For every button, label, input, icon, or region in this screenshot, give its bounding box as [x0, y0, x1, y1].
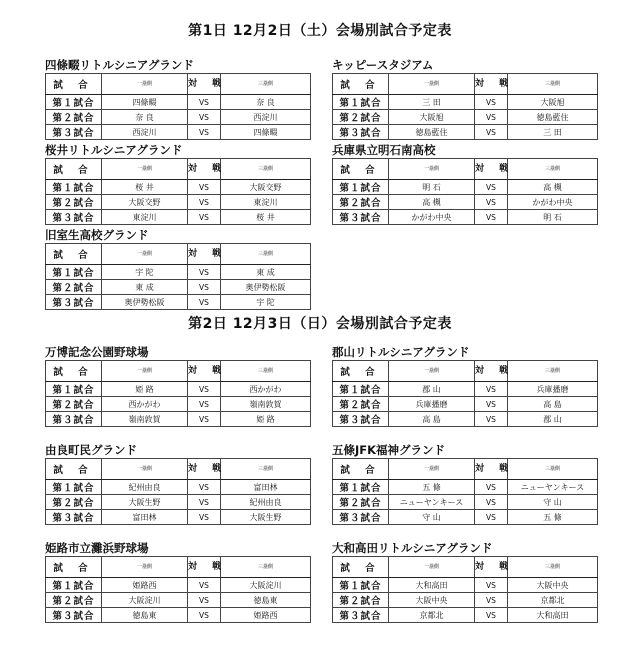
team-third-base: 三 田	[508, 125, 598, 140]
versus-label: 対 戦	[188, 365, 228, 376]
header-row	[46, 74, 311, 95]
venue-name: 五條JFK福神グランド	[332, 443, 446, 457]
game-row	[46, 95, 311, 110]
team-first-base: 大和高田	[389, 578, 475, 593]
game-number: 第１試合	[46, 265, 102, 280]
vs-label: VS	[188, 510, 221, 525]
team-third-base: ニューヤンキース	[508, 480, 598, 495]
side1-header	[389, 557, 475, 578]
game-row	[46, 608, 311, 623]
game-row	[333, 608, 598, 623]
versus-label: 対 戦	[475, 365, 515, 376]
team-third-base: 徳島藍住	[508, 110, 598, 125]
venue-card	[332, 345, 597, 427]
versus-label: 対 戦	[475, 78, 515, 89]
first-base-side-label: 一塁側	[423, 81, 439, 87]
third-base-side-label: 三塁側	[257, 368, 273, 374]
schedule-table	[45, 360, 311, 427]
game-number: 第１試合	[333, 95, 389, 110]
venue-card	[45, 443, 310, 525]
team-third-base: 四條畷	[221, 125, 311, 140]
vs-label: VS	[475, 125, 508, 140]
venue-name: 旧室生高校グランド	[45, 228, 149, 242]
team-first-base: 兵庫播磨	[389, 397, 475, 412]
team-third-base: 嶺南敦賀	[221, 397, 311, 412]
venue-name: 桜井リトルシニアグランド	[45, 143, 183, 157]
venue-card	[45, 228, 310, 310]
game-number: 第１試合	[46, 382, 102, 397]
team-first-base: 徳島藍住	[389, 125, 475, 140]
vs-label: VS	[475, 510, 508, 525]
team-first-base: 奈 良	[102, 110, 188, 125]
team-first-base: 五 條	[389, 480, 475, 495]
vs-label: VS	[475, 578, 508, 593]
third-base-side-label: 三塁側	[257, 466, 273, 472]
vs-label: VS	[475, 382, 508, 397]
versus-header	[475, 159, 515, 180]
first-base-side-label: 一塁側	[136, 368, 152, 374]
game-number: 第２試合	[46, 110, 102, 125]
game-number: 第３試合	[46, 510, 102, 525]
team-first-base: 明 石	[389, 180, 475, 195]
team-first-base: 姫 路	[102, 382, 188, 397]
game-number: 第１試合	[46, 95, 102, 110]
team-first-base: 大阪淀川	[102, 593, 188, 608]
team-first-base: 高 槻	[389, 195, 475, 210]
vs-label: VS	[188, 382, 221, 397]
team-first-base: ニューヤンキース	[389, 495, 475, 510]
team-third-base: 西かがわ	[221, 382, 311, 397]
game-row	[333, 480, 598, 495]
game-row	[333, 510, 598, 525]
game-number: 第１試合	[46, 480, 102, 495]
third-base-side-label: 三塁側	[257, 251, 273, 257]
header-row	[333, 557, 598, 578]
game-number: 第２試合	[333, 195, 389, 210]
game-row	[333, 495, 598, 510]
versus-header	[188, 244, 228, 265]
game-row	[46, 210, 311, 225]
game-row	[46, 495, 311, 510]
vs-label: VS	[475, 397, 508, 412]
team-third-base: 大阪生野	[221, 510, 311, 525]
side1-header	[102, 459, 188, 480]
vs-label: VS	[188, 195, 221, 210]
side1-header	[389, 459, 475, 480]
game-row	[333, 110, 598, 125]
schedule-table	[45, 243, 311, 310]
venue-name: 万博記念公園野球場	[45, 345, 149, 359]
game-number: 第３試合	[333, 510, 389, 525]
game-number: 第２試合	[333, 397, 389, 412]
header-row	[333, 159, 598, 180]
game-number: 第１試合	[333, 180, 389, 195]
game-number: 第３試合	[46, 295, 102, 310]
venue-card	[45, 58, 310, 140]
game-number: 第２試合	[46, 397, 102, 412]
schedule-table	[45, 73, 311, 140]
game-header: 試 合	[333, 159, 389, 180]
team-first-base: 宇 陀	[102, 265, 188, 280]
game-row	[46, 578, 311, 593]
game-row	[46, 412, 311, 427]
day2-title: 第2日 12月3日（日）会場別試合予定表	[188, 316, 452, 332]
team-third-base: 姫路西	[221, 608, 311, 623]
side3-header	[221, 159, 311, 180]
versus-header	[475, 74, 515, 95]
vs-label: VS	[188, 495, 221, 510]
third-base-side-label: 三塁側	[544, 368, 560, 374]
vs-label: VS	[475, 480, 508, 495]
third-base-side-label: 三塁側	[257, 564, 273, 570]
team-third-base: 宇 陀	[221, 295, 311, 310]
game-number: 第３試合	[46, 125, 102, 140]
game-row	[333, 195, 598, 210]
team-first-base: 四條畷	[102, 95, 188, 110]
game-header: 試 合	[333, 361, 389, 382]
versus-label: 対 戦	[188, 561, 228, 572]
header-row	[333, 74, 598, 95]
venue-name: 姫路市立灘浜野球場	[45, 541, 149, 555]
venue-card	[45, 541, 310, 623]
schedule-table	[45, 158, 311, 225]
team-first-base: 嶺南敦賀	[102, 412, 188, 427]
game-row	[333, 95, 598, 110]
game-row	[333, 412, 598, 427]
side3-header	[221, 361, 311, 382]
game-header: 試 合	[333, 557, 389, 578]
game-row	[46, 110, 311, 125]
side1-header	[389, 159, 475, 180]
game-header: 試 合	[46, 74, 102, 95]
team-third-base: 郡 山	[508, 412, 598, 427]
vs-label: VS	[188, 210, 221, 225]
first-base-side-label: 一塁側	[136, 251, 152, 257]
venue-name: 兵庫県立明石南高校	[332, 143, 436, 157]
vs-label: VS	[475, 210, 508, 225]
game-number: 第３試合	[46, 210, 102, 225]
venue-name: 四條畷リトルシニアグランド	[45, 58, 194, 72]
vs-label: VS	[475, 110, 508, 125]
team-first-base: 京都北	[389, 608, 475, 623]
venue-card	[332, 143, 597, 225]
game-number: 第２試合	[333, 495, 389, 510]
game-header: 試 合	[46, 361, 102, 382]
side1-header	[102, 244, 188, 265]
vs-label: VS	[188, 110, 221, 125]
vs-label: VS	[188, 480, 221, 495]
versus-header	[475, 361, 515, 382]
team-third-base: 高 島	[508, 397, 598, 412]
header-row	[46, 159, 311, 180]
team-third-base: 守 山	[508, 495, 598, 510]
game-header: 試 合	[333, 459, 389, 480]
vs-label: VS	[188, 608, 221, 623]
game-number: 第３試合	[46, 412, 102, 427]
versus-header	[475, 459, 515, 480]
game-row	[46, 480, 311, 495]
schedule-table	[332, 556, 598, 623]
game-row	[46, 397, 311, 412]
vs-label: VS	[475, 195, 508, 210]
vs-label: VS	[188, 95, 221, 110]
vs-label: VS	[188, 412, 221, 427]
game-number: 第１試合	[333, 480, 389, 495]
third-base-side-label: 三塁側	[544, 466, 560, 472]
side3-header	[508, 459, 598, 480]
day1-title: 第1日 12月2日（土）会場別試合予定表	[188, 23, 452, 39]
third-base-side-label: 三塁側	[257, 81, 273, 87]
versus-header	[188, 557, 228, 578]
game-row	[46, 125, 311, 140]
team-third-base: 奥伊勢松阪	[221, 280, 311, 295]
team-third-base: 大和高田	[508, 608, 598, 623]
versus-header	[188, 74, 228, 95]
venue-card	[45, 143, 310, 225]
first-base-side-label: 一塁側	[423, 368, 439, 374]
team-third-base: 大阪交野	[221, 180, 311, 195]
game-row	[46, 295, 311, 310]
vs-label: VS	[188, 125, 221, 140]
game-row	[46, 593, 311, 608]
team-third-base: 富田林	[221, 480, 311, 495]
game-row	[46, 195, 311, 210]
team-third-base: 西淀川	[221, 110, 311, 125]
venue-card	[332, 58, 597, 140]
team-third-base: 五 條	[508, 510, 598, 525]
vs-label: VS	[188, 265, 221, 280]
game-number: 第３試合	[333, 125, 389, 140]
team-third-base: 紀州由良	[221, 495, 311, 510]
third-base-side-label: 三塁側	[544, 81, 560, 87]
game-number: 第２試合	[333, 593, 389, 608]
game-row	[46, 280, 311, 295]
game-row	[46, 510, 311, 525]
game-row	[333, 210, 598, 225]
vs-label: VS	[188, 180, 221, 195]
side3-header	[221, 74, 311, 95]
team-first-base: 東淀川	[102, 210, 188, 225]
vs-label: VS	[188, 593, 221, 608]
versus-label: 対 戦	[188, 248, 228, 259]
schedule-table	[332, 360, 598, 427]
versus-header	[188, 361, 228, 382]
first-base-side-label: 一塁側	[423, 166, 439, 172]
team-third-base: 高 槻	[508, 180, 598, 195]
versus-label: 対 戦	[475, 163, 515, 174]
team-third-base: 京都北	[508, 593, 598, 608]
side3-header	[221, 459, 311, 480]
game-number: 第２試合	[333, 110, 389, 125]
team-first-base: かがわ中央	[389, 210, 475, 225]
team-first-base: 守 山	[389, 510, 475, 525]
team-first-base: 高 島	[389, 412, 475, 427]
venue-name: 郡山リトルシニアグランド	[332, 345, 470, 359]
game-header: 試 合	[333, 74, 389, 95]
first-base-side-label: 一塁側	[423, 564, 439, 570]
game-number: 第２試合	[46, 195, 102, 210]
side1-header	[102, 361, 188, 382]
game-header: 試 合	[46, 557, 102, 578]
game-row	[333, 125, 598, 140]
team-first-base: 大阪交野	[102, 195, 188, 210]
vs-label: VS	[188, 280, 221, 295]
game-number: 第２試合	[46, 495, 102, 510]
team-first-base: 大阪旭	[389, 110, 475, 125]
schedule-table	[45, 458, 311, 525]
header-row	[46, 557, 311, 578]
versus-header	[475, 557, 515, 578]
game-number: 第１試合	[333, 382, 389, 397]
side1-header	[389, 361, 475, 382]
game-row	[333, 397, 598, 412]
game-row	[333, 593, 598, 608]
team-third-base: 桜 井	[221, 210, 311, 225]
game-number: 第３試合	[333, 412, 389, 427]
team-third-base: 大阪淀川	[221, 578, 311, 593]
game-number: 第２試合	[46, 593, 102, 608]
side1-header	[102, 557, 188, 578]
team-first-base: 西淀川	[102, 125, 188, 140]
venue-card	[332, 541, 597, 623]
third-base-side-label: 三塁側	[544, 564, 560, 570]
team-first-base: 東 成	[102, 280, 188, 295]
team-first-base: 大阪生野	[102, 495, 188, 510]
schedule-table	[332, 458, 598, 525]
versus-header	[188, 459, 228, 480]
game-row	[46, 265, 311, 280]
versus-label: 対 戦	[188, 163, 228, 174]
versus-label: 対 戦	[188, 78, 228, 89]
side3-header	[221, 557, 311, 578]
schedule-table	[332, 73, 598, 140]
team-third-base: 東 成	[221, 265, 311, 280]
game-number: 第３試合	[46, 608, 102, 623]
team-first-base: 奥伊勢松阪	[102, 295, 188, 310]
side3-header	[508, 361, 598, 382]
team-first-base: 富田林	[102, 510, 188, 525]
game-row	[333, 382, 598, 397]
team-third-base: 明 石	[508, 210, 598, 225]
game-number: 第１試合	[46, 180, 102, 195]
game-number: 第１試合	[46, 578, 102, 593]
vs-label: VS	[188, 295, 221, 310]
header-row	[46, 244, 311, 265]
game-header: 試 合	[46, 459, 102, 480]
team-third-base: かがわ中央	[508, 195, 598, 210]
game-number: 第１試合	[333, 578, 389, 593]
venue-name: 由良町民グランド	[45, 443, 137, 457]
team-third-base: 東淀川	[221, 195, 311, 210]
game-header: 試 合	[46, 244, 102, 265]
game-row	[333, 180, 598, 195]
schedule-table	[45, 556, 311, 623]
team-third-base: 兵庫播磨	[508, 382, 598, 397]
team-first-base: 郡 山	[389, 382, 475, 397]
vs-label: VS	[475, 180, 508, 195]
first-base-side-label: 一塁側	[136, 81, 152, 87]
vs-label: VS	[475, 593, 508, 608]
game-row	[333, 578, 598, 593]
side3-header	[221, 244, 311, 265]
team-first-base: 徳島東	[102, 608, 188, 623]
first-base-side-label: 一塁側	[136, 166, 152, 172]
team-third-base: 大阪中央	[508, 578, 598, 593]
team-first-base: 大阪中央	[389, 593, 475, 608]
side1-header	[102, 159, 188, 180]
vs-label: VS	[475, 495, 508, 510]
header-row	[333, 361, 598, 382]
team-first-base: 桜 井	[102, 180, 188, 195]
versus-label: 対 戦	[188, 463, 228, 474]
venue-card	[332, 443, 597, 525]
versus-label: 対 戦	[475, 561, 515, 572]
first-base-side-label: 一塁側	[423, 466, 439, 472]
vs-label: VS	[475, 412, 508, 427]
header-row	[46, 361, 311, 382]
side3-header	[508, 159, 598, 180]
venue-name: 大和高田リトルシニアグランド	[332, 541, 493, 555]
venue-card	[45, 345, 310, 427]
third-base-side-label: 三塁側	[544, 166, 560, 172]
vs-label: VS	[188, 397, 221, 412]
side1-header	[389, 74, 475, 95]
versus-label: 対 戦	[475, 463, 515, 474]
team-third-base: 大阪旭	[508, 95, 598, 110]
game-row	[46, 180, 311, 195]
game-number: 第３試合	[333, 210, 389, 225]
third-base-side-label: 三塁側	[257, 166, 273, 172]
first-base-side-label: 一塁側	[136, 466, 152, 472]
header-row	[46, 459, 311, 480]
game-number: 第２試合	[46, 280, 102, 295]
versus-header	[188, 159, 228, 180]
venue-name: キッピースタジアム	[332, 58, 434, 72]
team-third-base: 徳島東	[221, 593, 311, 608]
team-first-base: 三 田	[389, 95, 475, 110]
first-base-side-label: 一塁側	[136, 564, 152, 570]
game-row	[46, 382, 311, 397]
game-header: 試 合	[46, 159, 102, 180]
game-number: 第３試合	[333, 608, 389, 623]
team-first-base: 姫路西	[102, 578, 188, 593]
team-first-base: 紀州由良	[102, 480, 188, 495]
vs-label: VS	[475, 95, 508, 110]
team-first-base: 西かがわ	[102, 397, 188, 412]
side3-header	[508, 557, 598, 578]
side1-header	[102, 74, 188, 95]
schedule-table	[332, 158, 598, 225]
vs-label: VS	[188, 578, 221, 593]
header-row	[333, 459, 598, 480]
team-third-base: 姫 路	[221, 412, 311, 427]
team-third-base: 奈 良	[221, 95, 311, 110]
side3-header	[508, 74, 598, 95]
vs-label: VS	[475, 608, 508, 623]
